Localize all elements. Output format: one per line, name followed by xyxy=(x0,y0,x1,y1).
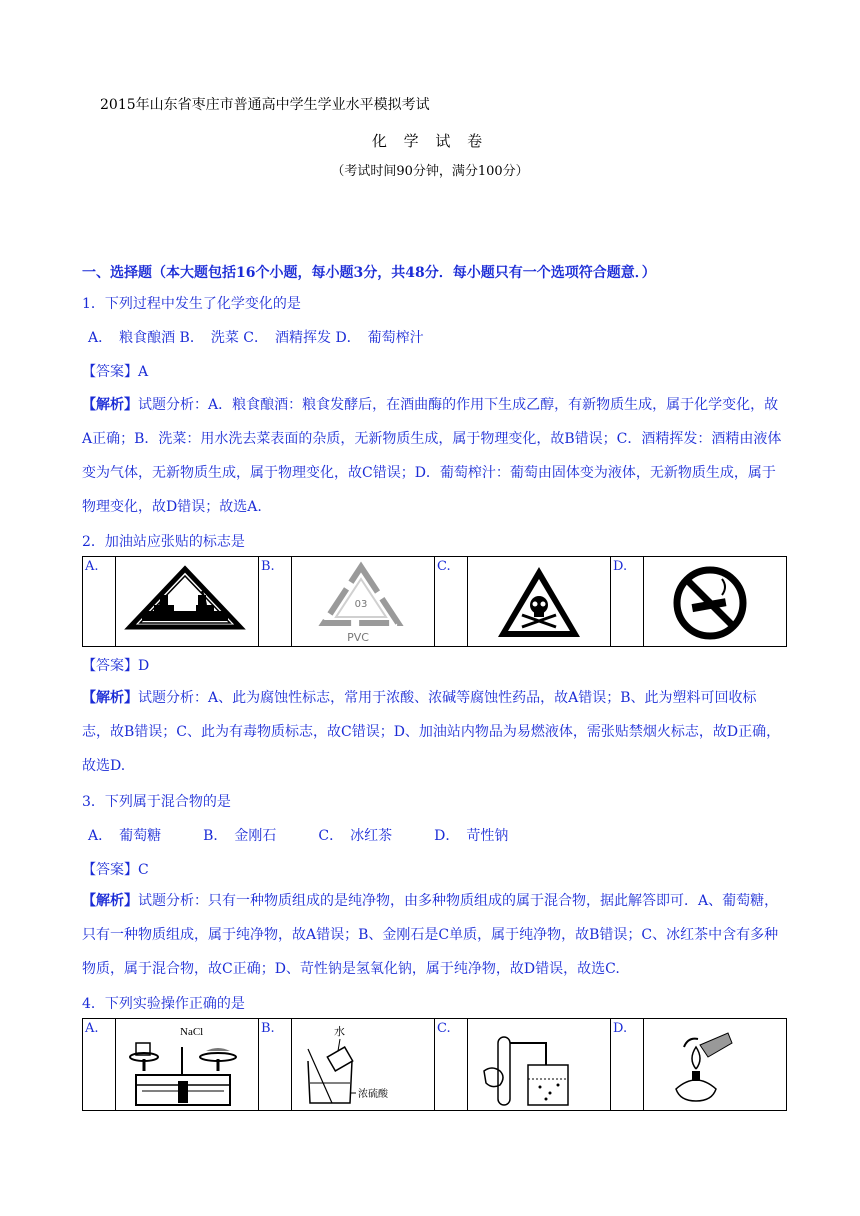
q4-image-a xyxy=(116,1019,259,1111)
q3-options: A． 葡萄糖 B． 金刚石 C． 冰红茶 D． 苛性钠 xyxy=(88,828,509,844)
q1-analysis xyxy=(82,388,782,524)
q1-answer: 【答案】A xyxy=(82,364,149,380)
q4-label-c: C. xyxy=(435,1019,468,1111)
q2-label-b: B. xyxy=(259,557,292,647)
q2-label-a: A. xyxy=(83,557,116,647)
q3-analysis-text: 试题分析：只有一种物质组成的是纯净物，由多种物质组成的属于混合物，据此解答即可．A、葡萄糖，只有一种物质组成，属于纯净物，故A错误；B、金刚石是C单质，属于纯净物，故B错误；C、冰红茶中含有多种物质，属于混合物，故C正确；D、苛性钠是氢氧化钠，属于纯净物，故D错误，故选C. xyxy=(82,893,779,977)
q2-image-b xyxy=(292,557,435,647)
q4-image-c xyxy=(468,1019,611,1111)
airtight-check-icon xyxy=(472,1021,602,1109)
q2-label-d: D. xyxy=(611,557,644,647)
q2-image-c xyxy=(468,557,611,647)
recycle-sign-icon xyxy=(316,561,406,645)
nacl-label: NaCl xyxy=(180,1026,204,1038)
pvc-text: PVC xyxy=(347,631,369,644)
q4-image-d xyxy=(644,1019,787,1111)
q1-stem: 1．下列过程中发生了化学变化的是 xyxy=(82,296,301,312)
q4-label-a: A. xyxy=(83,1019,116,1111)
acid-label: 浓硫酸 xyxy=(358,1089,388,1100)
q4-image-b xyxy=(292,1019,435,1111)
pvc-code: 03 xyxy=(354,599,368,610)
no-smoking-sign-icon xyxy=(672,565,748,641)
alcohol-lamp-icon xyxy=(664,1023,764,1107)
q2-stem: 2．加油站应张贴的标志是 xyxy=(82,534,245,550)
q2-analysis xyxy=(82,681,782,783)
q2-option-table xyxy=(82,556,787,647)
balance-scale-icon xyxy=(122,1021,252,1109)
q1-analysis-text: 试题分析：A．粮食酿酒：粮食发酵后，在酒曲酶的作用下生成乙醇，有新物质生成，属于化学变化，故A正确；B．洗菜：用水洗去菜表面的杂质，无新物质生成，属于物理变化，故B错误；C．酒精挥发：酒精由液体变为气体，无新物质生成，属于物理变化，故C错误；D．葡萄榨汁：葡萄由固体变为液体，无新物质生成，属于物理变化，故D错误；故选A. xyxy=(82,397,782,515)
corrosive-sign-icon xyxy=(120,565,250,635)
q2-analysis-tag: 【解析】 xyxy=(82,690,138,706)
q3-analysis xyxy=(82,884,782,986)
water-label: 水 xyxy=(334,1025,345,1038)
section-heading: 一、选择题（本大题包括16个小题，每小题3分，共48分．每小题只有一个选项符合题意．） xyxy=(82,265,656,281)
q2-image-d xyxy=(644,557,787,647)
exam-title: 2015年山东省枣庄市普通高中学生学业水平模拟考试 xyxy=(100,97,430,113)
subject-title: 化 学 试 卷 xyxy=(371,132,489,150)
q3-answer: 【答案】C xyxy=(82,862,149,878)
q4-stem: 4．下列实验操作正确的是 xyxy=(82,996,245,1012)
q2-analysis-text: 试题分析：A、此为腐蚀性标志，常用于浓酸、浓碱等腐蚀性药品，故A错误；B、此为塑料可回收标志，故B错误；C、此为有毒物质标志，故C错误；D、加油站内物品为易燃液体，需张贴禁烟火标志，故D正确，故选D. xyxy=(82,690,781,774)
q3-stem: 3．下列属于混合物的是 xyxy=(82,794,231,810)
exam-note: （考试时间90分钟，满分100分） xyxy=(331,164,529,179)
q2-image-a xyxy=(116,557,259,647)
q4-option-table xyxy=(82,1018,787,1111)
acid-dilution-icon xyxy=(296,1021,426,1109)
toxic-sign-icon xyxy=(494,563,584,643)
q2-answer: 【答案】D xyxy=(82,658,150,674)
q2-label-c: C. xyxy=(435,557,468,647)
q1-analysis-tag: 【解析】 xyxy=(82,397,138,413)
q1-options: A． 粮食酿酒 B． 洗菜 C． 酒精挥发 D． 葡萄榨汁 xyxy=(88,330,424,346)
q4-label-b: B. xyxy=(259,1019,292,1111)
q4-label-d: D. xyxy=(611,1019,644,1111)
q3-analysis-tag: 【解析】 xyxy=(82,893,138,909)
